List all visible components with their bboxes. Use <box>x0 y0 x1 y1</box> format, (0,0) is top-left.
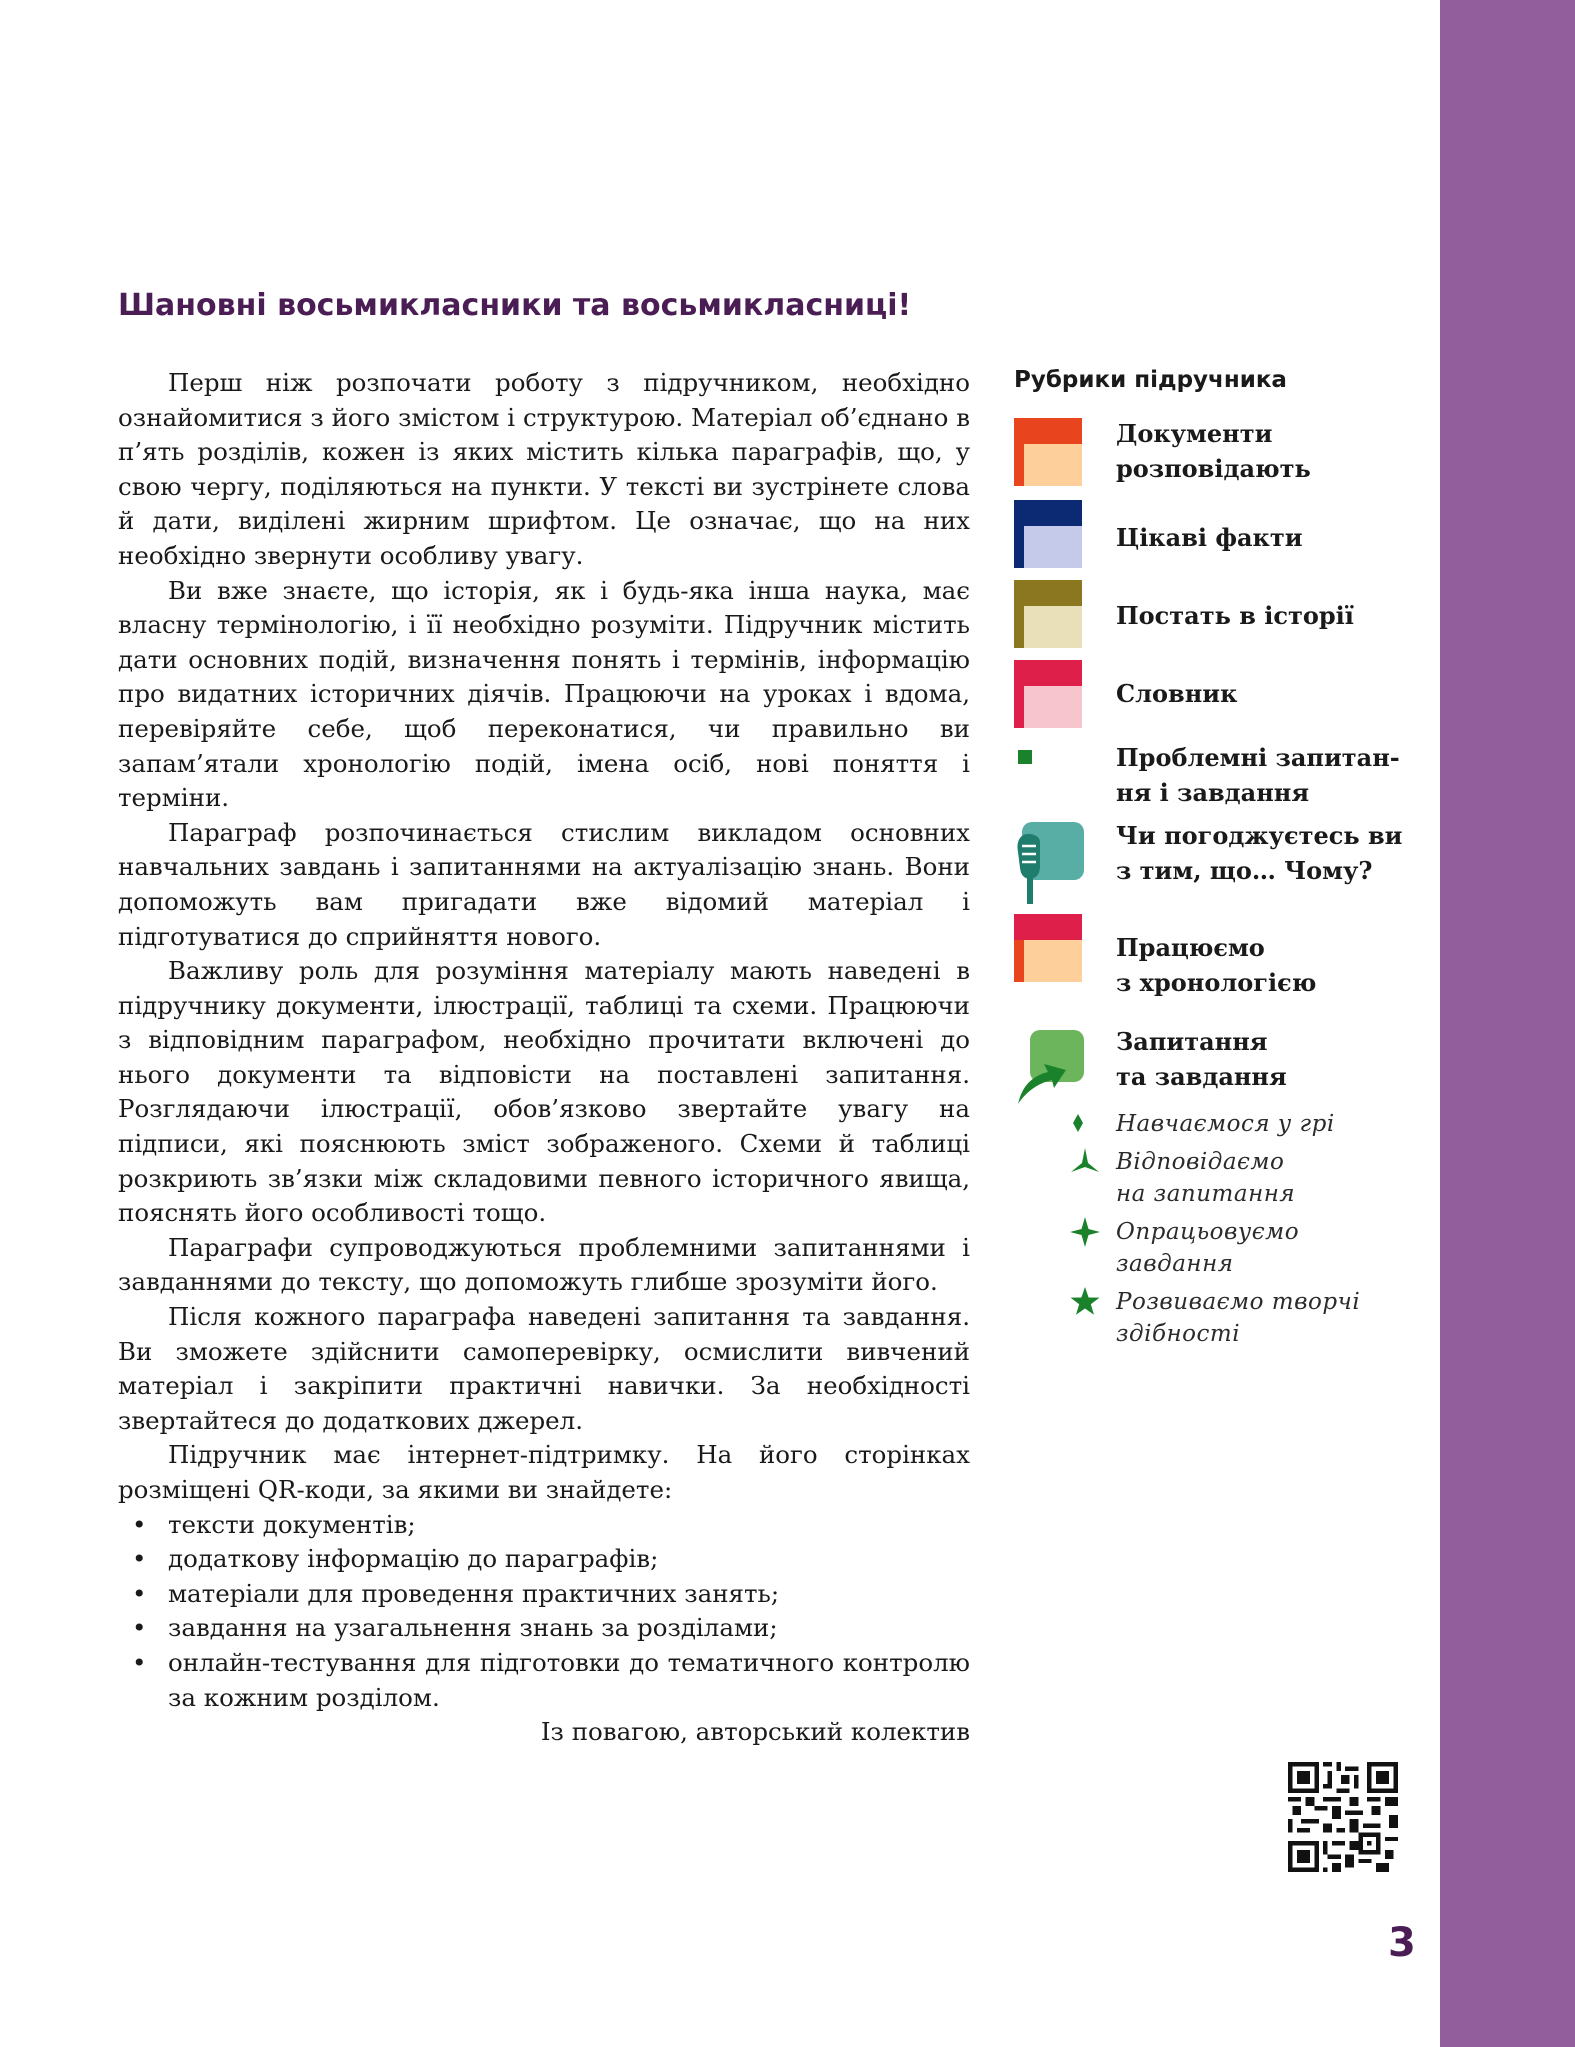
green-square-icon <box>1018 750 1032 764</box>
body-paragraph: Підручник має інтернет-підтримку. На його сторінках розміщені QR-коди, за якими ви знайдете: <box>118 1440 970 1504</box>
task-level-line: здібності <box>1116 1321 1241 1347</box>
task-level-line: на запитання <box>1116 1181 1296 1207</box>
list-item <box>118 1508 970 1543</box>
pointing-hand-icon <box>1014 822 1086 904</box>
body-paragraph: Параграф розпочинається стислим викладом основних навчальних завдань і запитаннями на актуалізацію знань. Вони допоможуть вам пригадати вже відомий матеріал і підготуватися до сприйняття нового. <box>118 817 970 951</box>
list-item-text: онлайн-тестування для підготовки до тематичного контролю за кожним розділом. <box>168 1647 970 1712</box>
documents-icon <box>1014 418 1082 486</box>
qr-resources-list <box>118 1508 970 1716</box>
qr-code[interactable] <box>1288 1762 1398 1872</box>
task-level-game: Навчаємося у грі <box>1116 1111 1335 1137</box>
figure-in-history-icon <box>1014 580 1082 648</box>
rubric-questions-tasks <box>1116 1024 1287 1094</box>
signature: Із повагою, авторський колектив <box>540 1717 970 1747</box>
task-level-line: завдання <box>1116 1251 1234 1277</box>
rubric-dictionary: Словник <box>1116 679 1238 708</box>
three-point-star-icon <box>1069 1146 1103 1180</box>
diamond-icon <box>1069 1110 1103 1144</box>
rubric-chronology <box>1116 930 1316 1000</box>
rubric-documents <box>1116 416 1311 486</box>
rubric-label-line: розповідають <box>1116 454 1311 483</box>
body-paragraph: Перш ніж розпочати роботу з підручником, необхідно ознайомитися з його змістом і структурою. Матеріал об’єднано в п’ять розділів, кожен із яких містить кілька параграфів, що, у свою чергу, поділяються на пункти. У тексті ви зустрінете слова й дати, виділені жирним шрифтом. Це означає, що на них необхідно звернути особливу увагу. <box>118 368 970 570</box>
page-title: Шановні восьмикласники та восьмикласниці! <box>118 288 912 323</box>
task-level-creative <box>1116 1286 1360 1350</box>
five-point-star-icon <box>1069 1286 1103 1320</box>
rubric-label-line: та завдання <box>1116 1062 1287 1091</box>
main-text <box>118 366 970 1750</box>
rubric-label-line: ня і завдання <box>1116 778 1310 807</box>
task-level-line: Опрацьовуємо <box>1116 1219 1300 1245</box>
list-item <box>118 1542 970 1577</box>
arrow-icon <box>1014 1030 1086 1106</box>
page-number: 3 <box>1388 1920 1416 1966</box>
chronology-icon <box>1014 914 1082 982</box>
rubric-label-line: Чи погоджуєтесь ви <box>1116 821 1403 850</box>
dictionary-icon <box>1014 660 1082 728</box>
rubric-label-line: з хронологією <box>1116 968 1317 997</box>
task-level-process <box>1116 1216 1299 1280</box>
rubric-interesting-facts: Цікаві факти <box>1116 523 1303 552</box>
rubric-figure-in-history: Постать в історії <box>1116 601 1354 630</box>
list-item <box>118 1646 970 1715</box>
task-level-answer <box>1116 1146 1295 1210</box>
legend-title: Рубрики підручника <box>1014 367 1287 393</box>
list-item <box>118 1611 970 1646</box>
four-point-star-icon <box>1069 1216 1103 1250</box>
rubric-do-you-agree <box>1116 818 1402 888</box>
side-color-band <box>1440 0 1575 2047</box>
rubric-label-line: Документи <box>1116 419 1273 448</box>
list-item-text: додаткову інформацію до параграфів; <box>168 1544 659 1574</box>
body-paragraph: Після кожного параграфа наведені запитання та завдання. Ви зможете здійснити самоперевірку, осмислити вивчений матеріал і закріпити практичні навички. За необхідності звертайтеся до додаткових джерел. <box>118 1302 970 1435</box>
rubric-label-line: з тим, що… Чому? <box>1116 856 1373 885</box>
task-level-line: Розвиваємо творчі <box>1116 1289 1361 1315</box>
rubric-label-line: Запитання <box>1116 1027 1268 1056</box>
bullet-icon: • <box>132 1647 147 1677</box>
bullet-icon: • <box>132 1613 147 1643</box>
body-paragraph: Ви вже знаєте, що історія, як і будь-яка інша наука, має власну термінологію, і її необхідно розуміти. Підручник містить дати основних подій, визначення понять і термінів, інформацію про видатних історичних діячів. Працюючи на уроках і вдома, перевіряйте себе, щоб переконатися, чи правильно ви запам’ятали хронологію подій, імена осіб, нові поняття і терміни. <box>118 575 970 813</box>
bullet-icon: • <box>132 1544 147 1574</box>
list-item-text: матеріали для проведення практичних занять; <box>168 1578 780 1608</box>
list-item <box>118 1577 970 1612</box>
task-level-line: Відповідаємо <box>1116 1149 1285 1175</box>
bullet-icon: • <box>132 1578 147 1608</box>
body-paragraph: Параграфи супроводжуються проблемними запитаннями і завданнями до тексту, що допоможуть глибше зрозуміти його. <box>118 1232 970 1297</box>
list-item-text: завдання на узагальнення знань за розділами; <box>168 1613 778 1643</box>
list-item-text: тексти документів; <box>168 1509 416 1539</box>
rubric-label-line: Працюємо <box>1116 933 1265 962</box>
bullet-icon: • <box>132 1509 147 1539</box>
interesting-facts-icon <box>1014 500 1082 568</box>
rubric-problem-questions <box>1116 740 1400 810</box>
body-paragraph: Важливу роль для розуміння матеріалу мають наведені в підручнику документи, ілюстрації, таблиці та схеми. Працюючи з відповідним параграфом, необхідно прочитати включені до нього документи та відповісти на поставлені запитання. Розглядаючи ілюстрації, обов’язково звертайте увагу на підписи, які пояснюють зміст зображеного. Схеми й таблиці розкриють зв’язки між складовими певного історичного явища, пояснять його особливості тощо. <box>118 956 970 1228</box>
rubric-label-line: Проблемні запитан- <box>1116 743 1400 772</box>
